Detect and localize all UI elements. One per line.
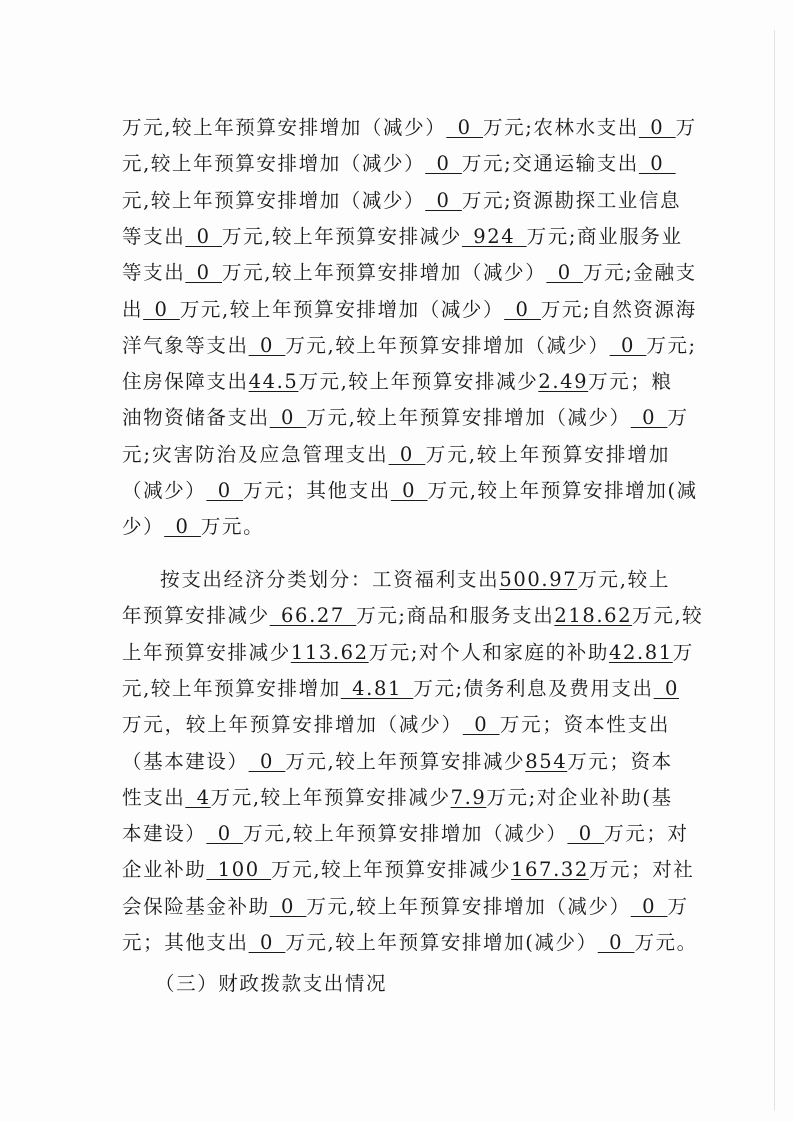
text-run: 万元;金融支 <box>583 261 697 285</box>
text-line <box>122 819 689 849</box>
underlined-amount: 44.5 <box>248 370 299 394</box>
text-run: 上年预算安排减少 <box>122 640 291 664</box>
text-run: 万元,较上年预算安排增加（减少） <box>122 116 447 139</box>
underlined-amount: 0 <box>388 442 426 466</box>
underlined-amount: 500.97 <box>499 568 578 591</box>
underlined-amount: 0 <box>248 931 286 954</box>
underlined-amount: 0 <box>206 479 244 502</box>
text-run: 万元,较上年预算安排增加 <box>425 442 670 466</box>
underlined-amount: 113.62 <box>290 640 369 664</box>
underlined-amount: 4 <box>185 785 211 809</box>
text-run: 万元,较上年预算安排增加（减少） <box>243 822 568 846</box>
underlined-amount: 0 <box>504 297 541 321</box>
text-run: 万元；对社 <box>588 858 695 882</box>
text-run: 万元;农林水支出 <box>483 116 639 139</box>
text-run: 万元；粮 <box>588 370 673 394</box>
underlined-amount: 0 <box>638 152 676 176</box>
underlined-amount: 854 <box>525 749 568 773</box>
text-run: 本建设） <box>122 822 207 846</box>
text-line <box>122 476 698 506</box>
text-line <box>122 295 697 325</box>
text-run: 会保险基金补助 <box>122 894 270 918</box>
text-run: 元；其他支出 <box>122 931 249 954</box>
text-run: 等支出 <box>122 224 186 248</box>
underlined-amount: 0 <box>609 333 647 357</box>
text-run: 按支出经济分类划分：工资福利支出 <box>160 568 500 591</box>
underlined-amount: 0 <box>390 479 428 502</box>
text-line <box>122 512 670 542</box>
text-run: 万 <box>667 894 689 918</box>
underlined-amount: 0 <box>143 297 180 321</box>
text-line <box>122 113 697 143</box>
text-run: 万元;交通运输支出 <box>461 152 639 176</box>
text-run: 元;灾害防治及应急管理支出 <box>122 442 389 466</box>
text-run: 元,较上年预算安排增加（减少） <box>122 188 426 212</box>
underlined-amount: 0 <box>269 406 307 430</box>
text-line <box>122 783 673 813</box>
text-run: 洋气象等支出 <box>122 333 249 357</box>
underlined-amount: 100 <box>206 858 272 882</box>
text-run: 万元,较上年预算安排减少 <box>285 749 526 773</box>
underlined-amount: 4.81 <box>340 676 414 700</box>
text-line <box>122 331 697 361</box>
underlined-amount: 0 <box>546 261 584 285</box>
underlined-amount: 0 <box>653 676 679 700</box>
text-run: 万元,较上年预算安排减少 <box>210 785 451 809</box>
text-line <box>122 186 682 216</box>
text-run: 油物资储备支出 <box>122 406 270 430</box>
text-run: 万元; <box>646 333 697 357</box>
text-run: （减少） <box>122 479 207 502</box>
text-run: 万元;对企业补助(基 <box>486 785 673 809</box>
underlined-amount: 218.62 <box>554 604 633 628</box>
underlined-amount: 0 <box>462 713 500 737</box>
underlined-amount: 0 <box>567 822 605 846</box>
underlined-amount: 0 <box>630 406 668 430</box>
text-run: 万元,较上年预算安排增加（减少） <box>222 261 547 285</box>
underlined-amount: 0 <box>248 333 286 357</box>
text-run: 万元,较上年预算安排减少 <box>271 858 512 882</box>
text-run: 万元;自然资源海 <box>540 297 697 321</box>
text-run: 万元,较上年预算安排减少 <box>222 224 462 248</box>
underlined-amount: 0 <box>425 188 462 212</box>
text-line <box>122 928 698 958</box>
underlined-amount: 0 <box>248 749 286 773</box>
text-run: 企业补助 <box>122 858 207 882</box>
text-run: 万元。 <box>634 931 698 954</box>
text-line <box>122 149 676 179</box>
text-line <box>122 892 689 922</box>
text-run: 万元，较上年预算安排增加（减少） <box>122 713 463 737</box>
text-run: 少） <box>122 515 165 539</box>
text-run: 万元;资源勘探工业信息 <box>461 188 682 212</box>
text-run: 万元,较上年预算安排增加（减少） <box>306 406 631 430</box>
underlined-amount: 0 <box>597 931 635 954</box>
underlined-amount: 0 <box>185 224 223 248</box>
text-run: 住房保障支出 <box>122 370 249 394</box>
text-run: 万元,较上 <box>577 568 670 591</box>
text-line <box>122 367 673 397</box>
underlined-amount: 66.27 <box>269 604 357 628</box>
page-edge-divider <box>774 30 775 1110</box>
underlined-amount: 0 <box>164 515 201 539</box>
text-line <box>122 222 683 252</box>
section-heading: （三）财政拨款支出情况 <box>155 972 388 995</box>
text-run: 出 <box>122 297 144 321</box>
text-run: 万 <box>667 406 689 430</box>
text-run: （基本建设） <box>122 749 249 773</box>
text-run: 元,较上年预算安排增加 <box>122 676 341 700</box>
underlined-amount: 0 <box>425 152 462 176</box>
text-line <box>122 710 670 740</box>
underlined-amount: 0 <box>269 894 307 918</box>
text-line <box>122 747 673 777</box>
text-run: 万元；对 <box>604 822 689 846</box>
text-line <box>122 258 697 288</box>
text-run: 年预算安排减少 <box>122 604 270 628</box>
text-line <box>122 855 695 885</box>
text-run: 万元；资本 <box>567 749 673 773</box>
text-run: 元,较上年预算安排增加（减少） <box>122 152 426 176</box>
text-line <box>160 565 670 595</box>
text-run: 万元;商品和服务支出 <box>356 604 555 628</box>
text-line <box>122 674 679 704</box>
text-run: 万元,较上年预算安排增加(减 <box>427 479 698 502</box>
underlined-amount: 2.49 <box>538 370 589 394</box>
text-run: 等支出 <box>122 261 186 285</box>
text-run: 万元,较上年预算安排减少 <box>298 370 539 394</box>
underlined-amount: 0 <box>206 822 244 846</box>
text-run: 万元,较上年预算安排增加（减少） <box>306 894 631 918</box>
text-run: 万 <box>675 116 697 139</box>
text-run: 万元,较 <box>632 604 704 628</box>
underlined-amount: 42.81 <box>608 640 673 664</box>
text-run: 万元；资本性支出 <box>499 713 670 737</box>
text-line <box>122 403 689 433</box>
text-run: 万元;商业服务业 <box>526 224 683 248</box>
text-run: 万元;对个人和家庭的补助 <box>368 640 609 664</box>
underlined-amount: 0 <box>446 116 484 139</box>
text-run: 万元,较上年预算安排增加（减少） <box>285 333 610 357</box>
underlined-amount: 167.32 <box>511 858 589 882</box>
underlined-amount: 0 <box>630 894 668 918</box>
text-line <box>122 440 670 470</box>
underlined-amount: 0 <box>638 116 676 139</box>
underlined-amount: 7.9 <box>450 785 487 809</box>
text-line <box>122 601 704 631</box>
text-run: 万元；其他支出 <box>243 479 391 502</box>
text-run: 性支出 <box>122 785 186 809</box>
text-run: 万元,较上年预算安排增加(减少） <box>285 931 598 954</box>
text-run: 万元。 <box>200 515 265 539</box>
text-run: 万元,较上年预算安排增加（减少） <box>179 297 505 321</box>
text-run: 万 <box>672 640 694 664</box>
text-run: 万元;债务利息及费用支出 <box>413 676 654 700</box>
underlined-amount: 924 <box>461 224 527 248</box>
underlined-amount: 0 <box>185 261 223 285</box>
text-line <box>122 638 694 668</box>
